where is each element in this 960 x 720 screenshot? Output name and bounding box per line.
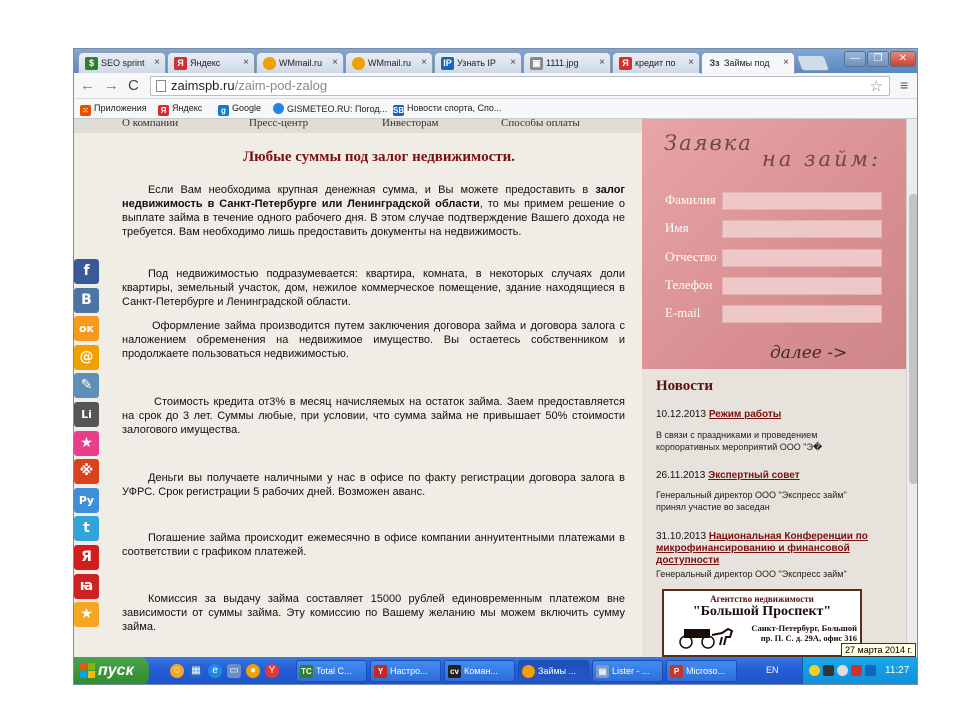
liveinternet-icon[interactable]: Li [74,402,99,427]
bookmark-gismeteo[interactable] [273,103,387,114]
news-link[interactable]: Режим работы [708,409,782,420]
tab-label: Узнать IP [457,58,496,68]
label-name: Имя [665,220,689,235]
news-heading: Новости [656,378,713,394]
menu-icon[interactable]: ≡ [900,77,909,93]
paragraph-text: Если Вам необходима крупная денежная сумма, и Вы можете предоставить в [148,184,596,196]
tab-ip[interactable] [434,52,522,73]
surname-field[interactable] [722,192,882,210]
news-date: 10.12.2013 [656,409,707,420]
paragraph-cost: Стоимость кредита от3% в месяц начисляемых на остаток займа. Заем предоставляется на срок до 3 лет. Суммы любые, при условии, что сумма займа не привышает 50% стоимости залогового имущества. [122,396,625,436]
twitter-icon[interactable]: t [74,516,99,541]
paragraph-bold-text: залог недвижимость в Санкт-Петербурге или Ленинградской области [122,184,625,210]
ie-icon[interactable]: e [208,664,222,678]
gismeteo-icon [273,103,284,114]
new-tab-button[interactable] [796,55,830,71]
tab-zaimy-active[interactable] [701,52,795,74]
bookmark-sport[interactable] [393,103,501,116]
tray-icon-3[interactable] [837,665,848,676]
quicklaunch-icon-1[interactable]: ☺ [171,665,183,676]
agency-banner[interactable] [662,589,862,657]
seosprint-icon: $ [85,57,98,70]
news-date: 26.11.2013 [656,470,706,481]
next-button[interactable]: далее -> [770,343,848,363]
tab-image[interactable] [523,52,611,73]
yandex-icon: Я [158,105,169,116]
news-item-3 [656,531,871,567]
task-zaimy[interactable] [518,660,589,682]
vertical-scrollbar[interactable] [906,119,918,657]
close-icon[interactable]: × [421,57,427,68]
close-icon[interactable]: × [510,57,516,68]
news-text: Генеральный директор ООО "Экспресс займ" [656,569,847,579]
tab-label: WMmail.ru [368,58,411,68]
start-label: пуск [98,662,134,679]
console-icon: cv [448,665,461,678]
label-phone: Телефон [665,277,713,292]
horse-carriage-icon [672,623,734,649]
task-settings[interactable] [370,660,441,682]
desktop-screen [73,48,918,685]
ip-icon: IP [441,57,454,70]
minimize-button[interactable]: — [844,51,866,67]
news-text: Генеральный директор ООО "Экспресс займ" принял участие во заседан [656,490,847,512]
close-icon[interactable]: × [599,57,605,68]
yaru-icon[interactable]: Ру [74,488,99,513]
task-label: Коман... [464,666,498,676]
livejournal-icon[interactable]: ✎ [74,373,99,398]
news-link[interactable]: Экспертный совет [708,470,800,481]
task-total-commander[interactable] [296,660,367,682]
chrome-icon [522,665,535,678]
volume-icon[interactable] [823,665,834,676]
tab-wmmail-1[interactable] [256,52,344,73]
bookmark-apps[interactable] [80,103,147,116]
yandex-icon: Я [619,57,632,70]
bookmark-google[interactable] [218,103,261,116]
windows-logo-icon [80,663,95,678]
image-icon: ▣ [530,57,543,70]
paragraph-property: Под недвижимостью подразумевается: квартира, комната, в некоторых случаях доли квартиры, земельный участок, дом, нежилое коммерческое помещение, здание находящиеся в Санкт-Петербурге и Ленинградской области. [122,268,625,308]
tab-label: кредит по [635,58,676,68]
google-icon: g [218,105,229,116]
close-window-button[interactable]: ✕ [890,51,916,67]
wmmail-icon [263,57,276,70]
windows-taskbar [74,657,918,685]
clock[interactable]: 11:27 [885,665,910,676]
task-label: Lister - ... [612,666,650,676]
bookmark-label: GISMETEO.RU: Погод... [287,104,388,114]
person-icon[interactable]: ꙗ [74,574,99,599]
date-tooltip: 27 марта 2014 г. [841,643,916,657]
tab-label: Яндекс [190,58,221,68]
label-surname: Фамилия [665,192,716,207]
tab-wmmail-2[interactable] [345,52,433,73]
task-label: Total C... [316,666,352,676]
tab-kredit[interactable] [612,52,700,73]
tab-label: WMmail.ru [279,58,322,68]
back-arrow-icon[interactable]: ← [80,77,95,94]
task-microsoft[interactable] [666,660,737,682]
paragraph-cash: Деньги вы получаете наличными у нас в офисе по факту регистрации договора залога в УФРС. Срок регистрации 5 рабочих дней. Возможен аванс. [122,472,625,498]
powerpoint-icon: P [670,665,683,678]
email-field[interactable] [722,305,882,323]
network-icon[interactable] [865,665,876,676]
nav-payment[interactable]: Способы оплаты [501,119,580,129]
paragraph-repayment: Погашение займа происходит ежемесячно в офисе компании аннуитентными платежами в соответствии с графиком платежей. [122,532,625,558]
news-date: 31.10.2013 [656,531,707,542]
browser-tab-strip [74,49,918,73]
bookmark-label: Новости спорта, Спо... [407,103,502,113]
apps-grid-icon: ⁙ [80,105,91,116]
sport-icon: SB [393,106,405,115]
loan-application-form [642,119,906,369]
close-icon[interactable]: × [688,57,694,68]
moikrug-icon[interactable]: ※ [74,459,99,484]
task-label: Настро... [390,666,428,676]
page-title: Любые суммы под залог недвижимости. [243,149,515,165]
tab-label: SEO sprint [101,58,145,68]
news-item-1 [656,409,781,420]
bookmark-yandex[interactable] [158,103,202,116]
desktop-icon[interactable]: ▭ [227,664,241,678]
task-label: Займы ... [538,666,577,676]
paragraph-process: Оформление займа производится путем заключения договора займа и договора залога с наложением обременения на недвижимое имущество. Вы остаетесь собственником и продолжаете пользоваться недвижимостью. [122,320,625,360]
tab-yandex[interactable] [167,52,255,73]
task-label: Microso... [686,666,726,676]
forward-arrow-icon[interactable]: → [104,77,119,94]
wmmail-icon [352,57,365,70]
paragraph-text: , то мы примем решение о выплате займа в течение одного рабочего дня. В этом случае подтверждение Вашего дохода не требуется. Вам необходимо лишь предоставить документы на недвижимость. [122,198,625,238]
news-item-2 [656,470,800,481]
bookmarks-bar [74,99,918,119]
favorites-icon[interactable]: ★ [74,431,99,456]
page-icon [156,80,166,92]
close-icon[interactable]: × [783,57,789,68]
close-icon[interactable]: × [154,57,160,68]
tab-label: Займы под [724,58,770,68]
lister-icon: ▤ [596,665,609,678]
nav-investors[interactable]: Инвесторам [382,119,439,129]
scrollbar-thumb[interactable] [909,194,918,484]
phone-field[interactable] [722,277,882,295]
start-button[interactable] [74,657,149,685]
main-content [74,119,642,657]
news-link[interactable]: Национальная Конференции по микрофинансированию и финансовой доступности [656,531,868,566]
paragraph-commission: Комиссия за выдачу займа составляет 15000 рублей единовременным платежом вне зависимости от суммы займа. Эту комиссию по Вашему желанию мы можем включить сумму займа. [122,593,625,633]
tray-icon-1[interactable] [809,665,820,676]
label-email: E-mail [665,305,701,320]
patronymic-field[interactable] [722,249,882,267]
yandex-browser-icon[interactable]: Y [265,664,279,678]
site-nav [74,119,642,133]
close-icon[interactable]: × [332,57,338,68]
odnoklassniki-icon[interactable]: ок [74,316,99,341]
task-console[interactable] [444,660,515,682]
label-patronymic: Отчество [665,249,717,264]
news-text: В связи с праздниками и проведением корпоративных мероприятий ООО "Э� [656,430,823,452]
vkontakte-icon[interactable]: B [74,288,99,313]
nav-press[interactable]: Пресс-центр [249,119,309,129]
paragraph-intro [122,183,625,239]
page-viewport [74,119,918,657]
mailru-icon[interactable]: @ [74,345,99,370]
total-commander-icon: TC [301,667,312,676]
url-path: /zaim-pod-zalog [234,78,328,93]
quicklaunch-icon-2[interactable]: ▦ [189,664,203,678]
system-tray [802,657,918,685]
bookmark-label: Google [232,103,262,113]
chrome-icon[interactable]: ● [246,664,260,678]
right-sidebar [642,119,906,657]
star-icon[interactable]: ★ [74,602,99,627]
yandex-icon: Я [174,57,187,70]
language-indicator[interactable]: EN [766,665,779,675]
yandex-browser-icon: Y [374,665,387,678]
address-bar[interactable] [150,76,890,96]
tab-seo-sprint[interactable] [78,52,166,73]
agency-address: Санкт-Петербург, Большой пр. П. С. д. 29А, офис 316 [751,623,857,643]
browser-toolbar [74,73,918,99]
maximize-button[interactable]: ❐ [867,51,889,67]
yandex-icon[interactable]: Я [74,545,99,570]
reload-icon[interactable]: C [128,77,139,94]
nav-about[interactable]: О компании [122,119,179,129]
agency-name: "Большой Проспект" [692,604,832,619]
tab-label: 1111.jpg [546,58,579,68]
bookmark-star-icon[interactable]: ☆ [869,78,883,95]
url-host: zaimspb.ru [171,78,235,93]
facebook-icon[interactable]: f [74,259,99,284]
close-icon[interactable]: × [243,57,249,68]
form-heading: Заявка [664,131,753,155]
task-lister[interactable] [592,660,663,682]
agency-top-text: Агентство недвижимости [710,594,814,604]
bookmark-label: Приложения [94,103,147,113]
zaim-icon: Зз [709,58,720,68]
form-heading-2: на займ: [762,147,882,171]
name-field[interactable] [722,220,882,238]
bookmark-label: Яндекс [172,103,203,113]
antivirus-icon[interactable] [851,665,862,676]
